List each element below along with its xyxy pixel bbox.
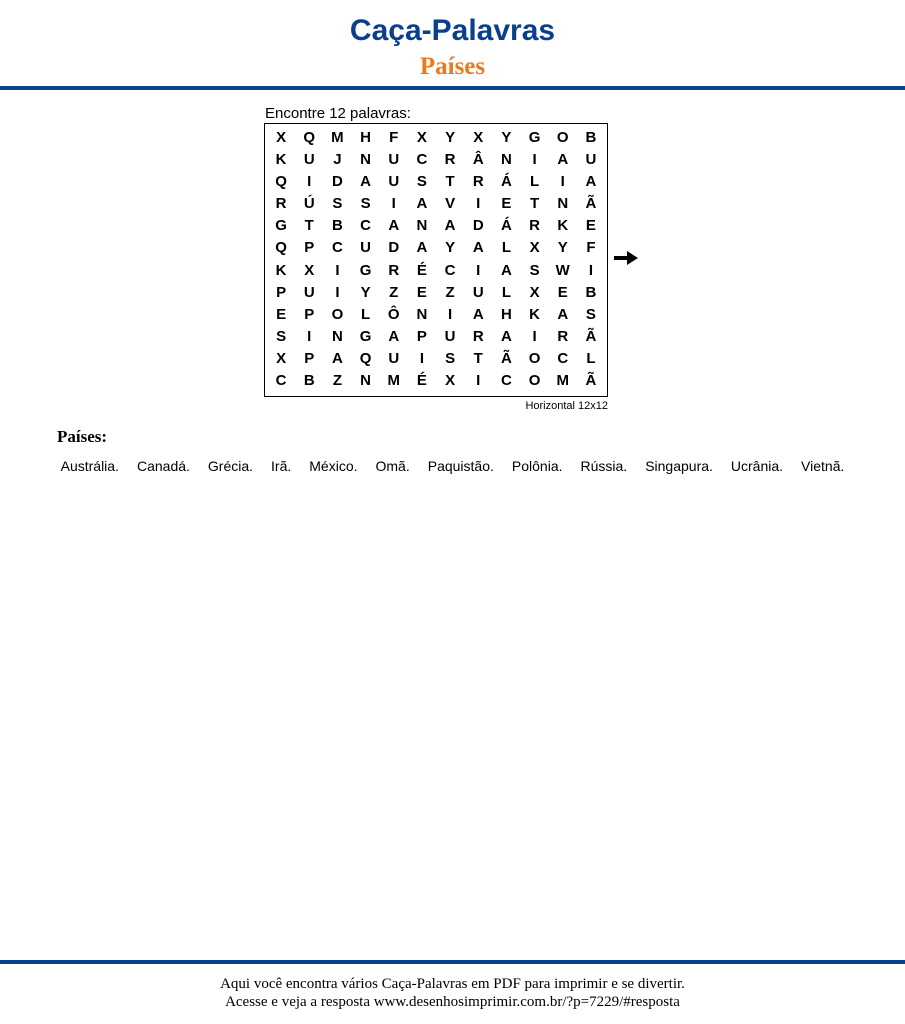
grid-cell: K xyxy=(529,305,540,323)
grid-cell: I xyxy=(335,283,340,301)
grid-cell: Y xyxy=(501,128,512,146)
grid-cell: Ú xyxy=(303,195,315,213)
word-list-heading: Países: xyxy=(57,427,108,446)
grid-cell: Ô xyxy=(387,305,400,323)
grid-cell: P xyxy=(416,328,427,346)
grid-cell: Ã xyxy=(585,372,597,390)
grid-cell: H xyxy=(500,305,512,323)
word-list-item: Ucrânia. xyxy=(730,458,784,474)
grid-cell: A xyxy=(416,239,428,257)
grid-cell: X xyxy=(529,239,540,257)
grid-cell: M xyxy=(556,372,569,390)
grid-cell: A xyxy=(557,305,569,323)
grid-cell: R xyxy=(472,328,484,346)
grid-cell: X xyxy=(473,128,484,146)
grid-cell: U xyxy=(388,172,400,190)
grid-cell: U xyxy=(444,328,456,346)
grid-cell: D xyxy=(388,239,400,257)
grid-cell: P xyxy=(304,350,315,368)
grid-cell: R xyxy=(472,172,484,190)
grid-cell: W xyxy=(555,261,570,279)
grid-cell: D xyxy=(472,217,484,235)
grid-cell: A xyxy=(444,217,456,235)
grid-cell: Y xyxy=(445,128,456,146)
grid-cell: A xyxy=(557,150,569,168)
grid-cell: K xyxy=(275,261,287,279)
grid-cell: E xyxy=(557,283,568,301)
footer-line-2: Acesse e veja a resposta www.desenhosimprimir.com.br/?p=7229/#resposta xyxy=(225,994,680,1010)
grid-cell: E xyxy=(276,305,287,323)
grid-cell: C xyxy=(500,372,512,390)
grid-cell: Y xyxy=(360,283,371,301)
grid-cell: I xyxy=(335,261,340,279)
grid-cell: A xyxy=(500,261,512,279)
grid-cell: U xyxy=(303,150,315,168)
grid-cell: D xyxy=(331,172,343,190)
grid-cell: X xyxy=(304,261,315,279)
grid-cell: K xyxy=(275,150,287,168)
word-list-item: Irã. xyxy=(271,458,292,474)
grid-cell: B xyxy=(303,372,315,390)
grid-cell: Ã xyxy=(500,350,512,368)
grid-cell: T xyxy=(445,172,455,190)
grid-cell: T xyxy=(304,217,314,235)
grid-cell: A xyxy=(416,195,428,213)
grid-cell: I xyxy=(476,372,481,390)
grid-cell: U xyxy=(388,350,400,368)
grid-cell: B xyxy=(585,283,597,301)
grid-cell: M xyxy=(331,128,344,146)
grid-cell: N xyxy=(360,150,371,168)
grid-cell: S xyxy=(416,172,427,190)
grid-cell: I xyxy=(560,172,565,190)
word-list-item: Paquistão. xyxy=(427,458,494,474)
word-list xyxy=(40,454,865,479)
grid-cell: S xyxy=(585,305,596,323)
grid-cell: I xyxy=(532,328,537,346)
grid-cell: L xyxy=(501,283,511,301)
grid-cell: R xyxy=(444,150,456,168)
grid-cell: I xyxy=(307,328,312,346)
grid-cell: A xyxy=(472,305,484,323)
grid-cell: E xyxy=(501,195,512,213)
grid-cell: F xyxy=(389,128,399,146)
grid-cell: N xyxy=(416,305,428,323)
grid-cell: I xyxy=(391,195,396,213)
grid-cell: I xyxy=(588,261,593,279)
word-list-item: México. xyxy=(309,458,358,474)
footer xyxy=(0,975,905,1011)
grid-cell: X xyxy=(445,372,456,390)
grid-cell: H xyxy=(360,128,371,146)
bottom-divider xyxy=(0,960,905,964)
grid-cell: I xyxy=(307,172,312,190)
grid-cell: É xyxy=(416,261,427,279)
grid-cell: L xyxy=(501,239,511,257)
word-list-item: Rússia. xyxy=(580,458,628,474)
grid-cell: Y xyxy=(557,239,568,257)
grid-cell: A xyxy=(585,172,597,190)
grid-cell: S xyxy=(445,350,456,368)
grid-cell: S xyxy=(276,328,287,346)
grid-cell: F xyxy=(586,239,596,257)
grid-cell: S xyxy=(529,261,540,279)
grid-cell: U xyxy=(472,283,484,301)
grid-cell: C xyxy=(360,217,371,235)
grid-cell: S xyxy=(360,195,371,213)
grid-cell: C xyxy=(416,150,428,168)
grid-cell: R xyxy=(557,328,569,346)
grid-cell: A xyxy=(360,172,371,190)
grid-cell: A xyxy=(388,328,400,346)
grid-cell: N xyxy=(557,195,569,213)
grid-cell: Y xyxy=(445,239,456,257)
grid-cell: E xyxy=(416,283,427,301)
grid-cell: N xyxy=(416,217,428,235)
grid-cell: I xyxy=(476,261,481,279)
grid-cell: R xyxy=(529,217,540,235)
grid-cell: P xyxy=(304,305,315,323)
grid-cell: T xyxy=(473,350,483,368)
grid-cell: Á xyxy=(500,172,512,190)
grid-cell: O xyxy=(331,305,344,323)
grid-cell: L xyxy=(586,350,596,368)
arrow-right-icon xyxy=(613,248,639,268)
page-subtitle: Países xyxy=(419,53,486,80)
word-list-item: Polônia. xyxy=(511,458,563,474)
grid-cell: Â xyxy=(472,150,484,168)
grid-cell: A xyxy=(500,328,512,346)
grid-cell: X xyxy=(276,350,287,368)
grid-cell: U xyxy=(388,150,400,168)
grid-cell: C xyxy=(275,372,287,390)
grid-cell: B xyxy=(331,217,343,235)
grid-cell: X xyxy=(416,128,427,146)
grid-cell: J xyxy=(333,150,342,168)
grid-cell: I xyxy=(532,150,537,168)
page-title: Caça-Palavras xyxy=(349,14,556,47)
grid-caption: Horizontal 12x12 xyxy=(525,400,608,412)
grid-cell: A xyxy=(331,350,343,368)
grid-cell: I xyxy=(476,195,481,213)
grid-cell: Q xyxy=(275,172,287,190)
grid-cell: X xyxy=(529,283,540,301)
grid-cell: O xyxy=(528,372,541,390)
grid-cell: I xyxy=(447,305,453,323)
word-list-item: Grécia. xyxy=(207,458,254,474)
grid-cell: V xyxy=(445,195,456,213)
grid-cell: E xyxy=(585,217,596,235)
puzzle-instruction: Encontre 12 palavras: xyxy=(265,105,411,122)
grid-cell: T xyxy=(529,195,540,213)
grid-cell: R xyxy=(388,261,400,279)
grid-cell: I xyxy=(419,350,424,368)
word-list-item: Omã. xyxy=(375,458,410,474)
grid-cell: P xyxy=(276,283,287,301)
grid-cell: Z xyxy=(445,283,455,301)
grid-cell: X xyxy=(276,128,287,146)
grid-cell: K xyxy=(557,217,569,235)
grid-cell: Á xyxy=(500,217,512,235)
grid-cell: G xyxy=(359,261,372,279)
grid-cell: G xyxy=(275,217,287,235)
grid-cell: R xyxy=(275,195,287,213)
grid-cell: A xyxy=(472,239,484,257)
grid-cell: C xyxy=(331,239,343,257)
word-search-grid xyxy=(264,123,608,397)
grid-cell: P xyxy=(304,239,315,257)
grid-cell: M xyxy=(387,372,400,390)
grid-cell: U xyxy=(585,150,597,168)
word-list-item: Canadá. xyxy=(136,458,190,474)
grid-cell: Q xyxy=(275,239,287,257)
grid-cell: O xyxy=(528,350,541,368)
grid-cell: G xyxy=(528,128,541,146)
grid-cell: B xyxy=(585,128,597,146)
top-divider xyxy=(0,86,905,90)
grid-cell: L xyxy=(360,305,371,323)
grid-cell: Q xyxy=(359,350,372,368)
grid-cell: Q xyxy=(303,128,316,146)
grid-cell: U xyxy=(303,283,315,301)
grid-cell: N xyxy=(331,328,343,346)
grid-cell: Z xyxy=(389,283,399,301)
grid-cell: S xyxy=(332,195,343,213)
grid-cell: U xyxy=(360,239,371,257)
word-list-item: Austrália. xyxy=(60,458,119,474)
grid-cell: Z xyxy=(332,372,342,390)
grid-cell: Ã xyxy=(585,328,597,346)
grid-cell: O xyxy=(556,128,569,146)
grid-cell: N xyxy=(360,372,371,390)
word-list-item: Vietnã. xyxy=(801,458,845,474)
grid-cell: C xyxy=(444,261,456,279)
grid-cell: A xyxy=(388,217,400,235)
grid-cell: N xyxy=(500,150,512,168)
footer-line-1: Aqui você encontra vários Caça-Palavras em PDF para imprimir e se divertir. xyxy=(220,976,685,992)
grid-cell: É xyxy=(416,372,427,390)
word-list-item: Singapura. xyxy=(645,458,713,474)
grid-cell: L xyxy=(529,172,540,190)
grid-cell: Ã xyxy=(585,195,597,213)
grid-cell: C xyxy=(557,350,569,368)
grid-cell: G xyxy=(359,328,372,346)
